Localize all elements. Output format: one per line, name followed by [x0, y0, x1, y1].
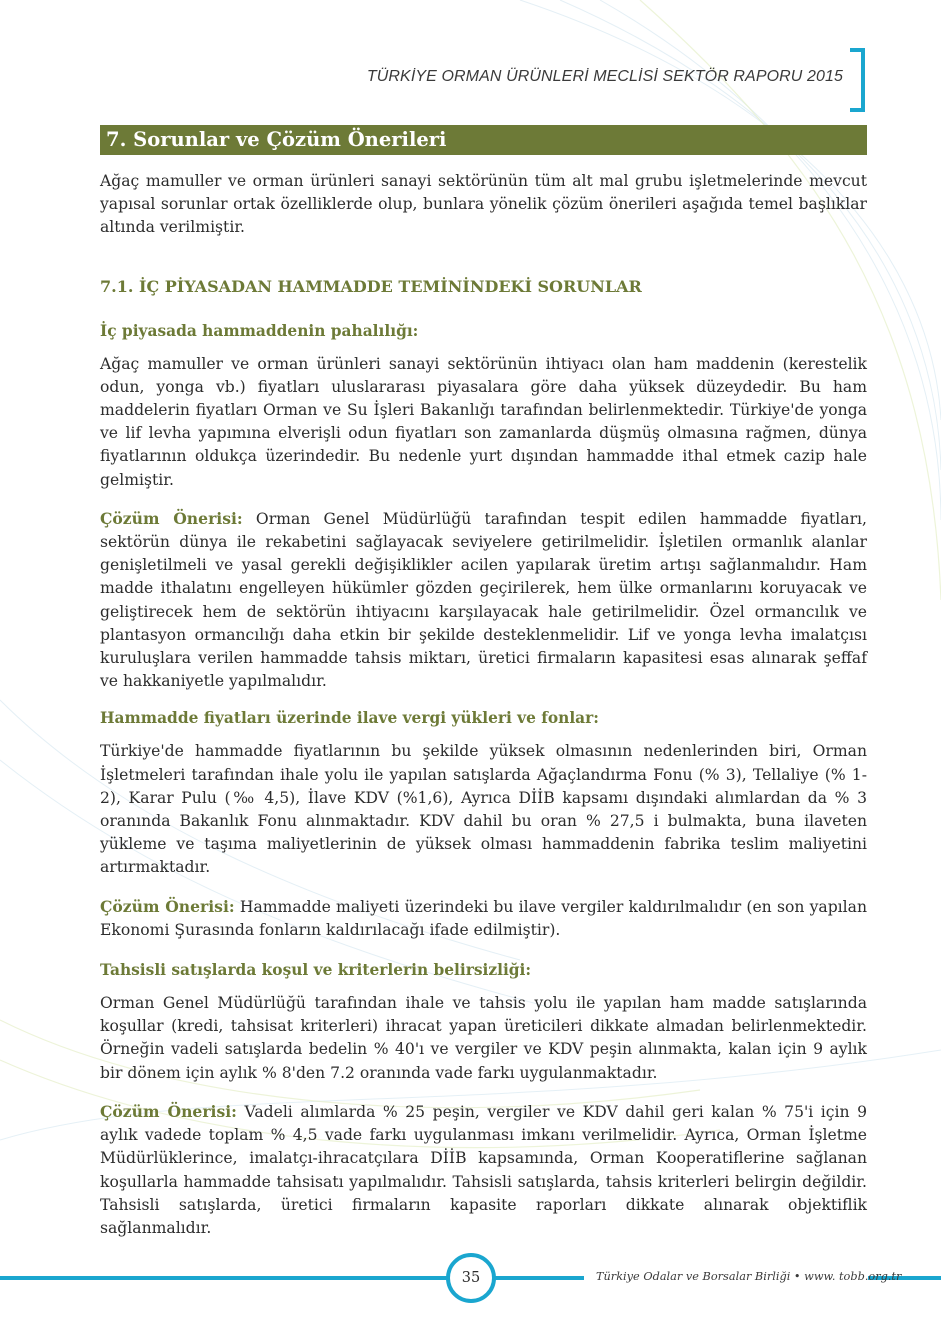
solution-text: Orman Genel Müdürlüğü tarafından tespit edilen hammadde fiyatları, sektörün dünya ile rekabetini sağlayacak seviyelere getirilmelidir. İşletilen ormanlık alanlar genişletilmeli ve yasal gerekli değişiklikler acilen yapılarak üretim artışı sağlanmalıdır. Ham madde ithalatını engelleyen hükümler gözden geçirilerek, hem ülke ormanlarını koruyacak ve geliştirecek hem de sektörün ihtiyacını karşılayacak hale getirilmelidir. Özel ormancılık ve plantasyon ormancılığı daha etkin bir şekilde desteklenmelidir. Lif ve yonga levha imalatçısı kuruluşlara verilen hammadde tahsis miktarı, üretici firmaların kapasitesi esas alınarak şeffaf ve hakkaniyetle yapılmalıdır. [100, 509, 867, 691]
problem-heading: Tahsisli satışlarda koşul ve kriterlerin belirsizliği: [100, 961, 532, 980]
problem-block [100, 961, 867, 1240]
footer-line-middle [492, 1276, 584, 1280]
header-bracket-decoration [850, 48, 865, 112]
page-content [100, 125, 867, 1240]
page-number: 35 [446, 1253, 496, 1303]
solution-paragraph [100, 895, 867, 942]
solution-paragraph [100, 507, 867, 694]
footer-line-left [0, 1276, 448, 1280]
subsection-title: 7.1. İÇ PİYASADAN HAMMADDE TEMİNİNDEKİ SORUNLAR [100, 276, 642, 296]
footer-publisher-text: Türkiye Odalar ve Borsalar Birliği • www. tobb.org.tr [596, 1270, 902, 1283]
problem-block [100, 322, 867, 694]
intro-paragraph: Ağaç mamuller ve orman ürünleri sanayi sektörünün tüm alt mal grubu işletmelerinde mevcut yapısal sorunlar ortak özelliklerde olup, bunlara yönelik çözüm önerileri aşağıda temel başlıklar altında verilmiştir. [100, 172, 867, 237]
solution-label: Çözüm Önerisi: [100, 508, 243, 528]
solution-text: Vadeli alımlarda % 25 peşin, vergiler ve KDV dahil geri kalan % 75'i için 9 aylık vadede toplam % 4,5 vade farkı uygulanması imkanı verilmelidir. Ayrıca, Orman İşletme Müdürlüklerince, imalatçı-ihracatçılara DİİB kapsamında, Orman Kooperatiflerine sağlanan koşullarla hammadde tahsisatı yapılmalıdır. Tahsisli satışlarda, tahsis kriterleri belirgin değildir. Tahsisli satışlarda, üretici firmaların kapasite raporları dikkate alınarak objektiflik sağlanmalıdır. [100, 1102, 868, 1237]
problem-heading: İç piyasada hammaddenin pahalılığı: [100, 321, 419, 340]
solution-label: Çözüm Önerisi: [100, 896, 235, 916]
solution-label: Çözüm Önerisi: [100, 1101, 237, 1121]
problem-paragraph: Orman Genel Müdürlüğü tarafından ihale ve tahsis yolu ile yapılan ham madde satışlarında koşullar (kredi, tahsisat kriterleri) ihracat yapan üreticileri dikkate almadan belirlenmektedir. Örneğin vadeli satışlarda bedelin % 40'ı ve vergiler ve KDV peşin alınmakta, kalan için 9 aylık bir dönem için aylık % 8'den 7.2 oranında vade farkı uygulanmaktadır. [100, 994, 867, 1082]
problem-paragraph: Türkiye'de hammadde fiyatlarının bu şekilde yüksek olmasının nedenlerinden biri, Orman İşletmeleri tarafından ihale yolu ile yapılan satışlarda Ağaçlandırma Fonu (% 3), Tellaliye (% 1-2), Karar Pulu (‰ 4,5), İlave KDV (%1,6), Ayrıca DİİB kapsamı dışındaki alımlardan da % 3 oranında Bakanlık Fonu alınmaktadır. KDV dahil bu oran % 27,5 i bulmakta, buna ilaveten yükleme ve taşıma maliyetlerinin de yüksek olması hammaddenin fabrika teslim maliyetini artırmaktadır. [100, 742, 867, 877]
running-header-title: TÜRKİYE ORMAN ÜRÜNLERİ MECLİSİ SEKTÖR RAPORU 2015 [366, 68, 843, 85]
problem-paragraph: Ağaç mamuller ve orman ürünleri sanayi sektörünün ihtiyacı olan ham maddenin (kerestelik odun, yonga vb.) fiyatları uluslararası piyasalara göre daha yüksek düzeydedir. Bu ham maddelerin fiyatları Orman ve Su İşleri Bakanlığı tarafından belirlenmektedir. Türkiye'de yonga ve lif levha yapımına elverişli odun fiyatları son zamanlarda düşmüş olmasına rağmen, dünya fiyatlarının oldukça üzerindedir. Bu nedenle yurt dışından hammadde ithal etmek cazip hale gelmiştir. [100, 354, 867, 489]
solution-text: Hammadde maliyeti üzerindeki bu ilave vergiler kaldırılmalıdır (en son yapılan Ekonomi Şurasında fonların kaldırılacağı ifade edilmiştir). [100, 897, 867, 939]
solution-paragraph [100, 1100, 867, 1240]
problem-block [100, 709, 867, 942]
section-title: 7. Sorunlar ve Çözüm Önerileri [100, 125, 867, 155]
problem-heading: Hammadde fiyatları üzerinde ilave vergi yükleri ve fonlar: [100, 709, 599, 728]
